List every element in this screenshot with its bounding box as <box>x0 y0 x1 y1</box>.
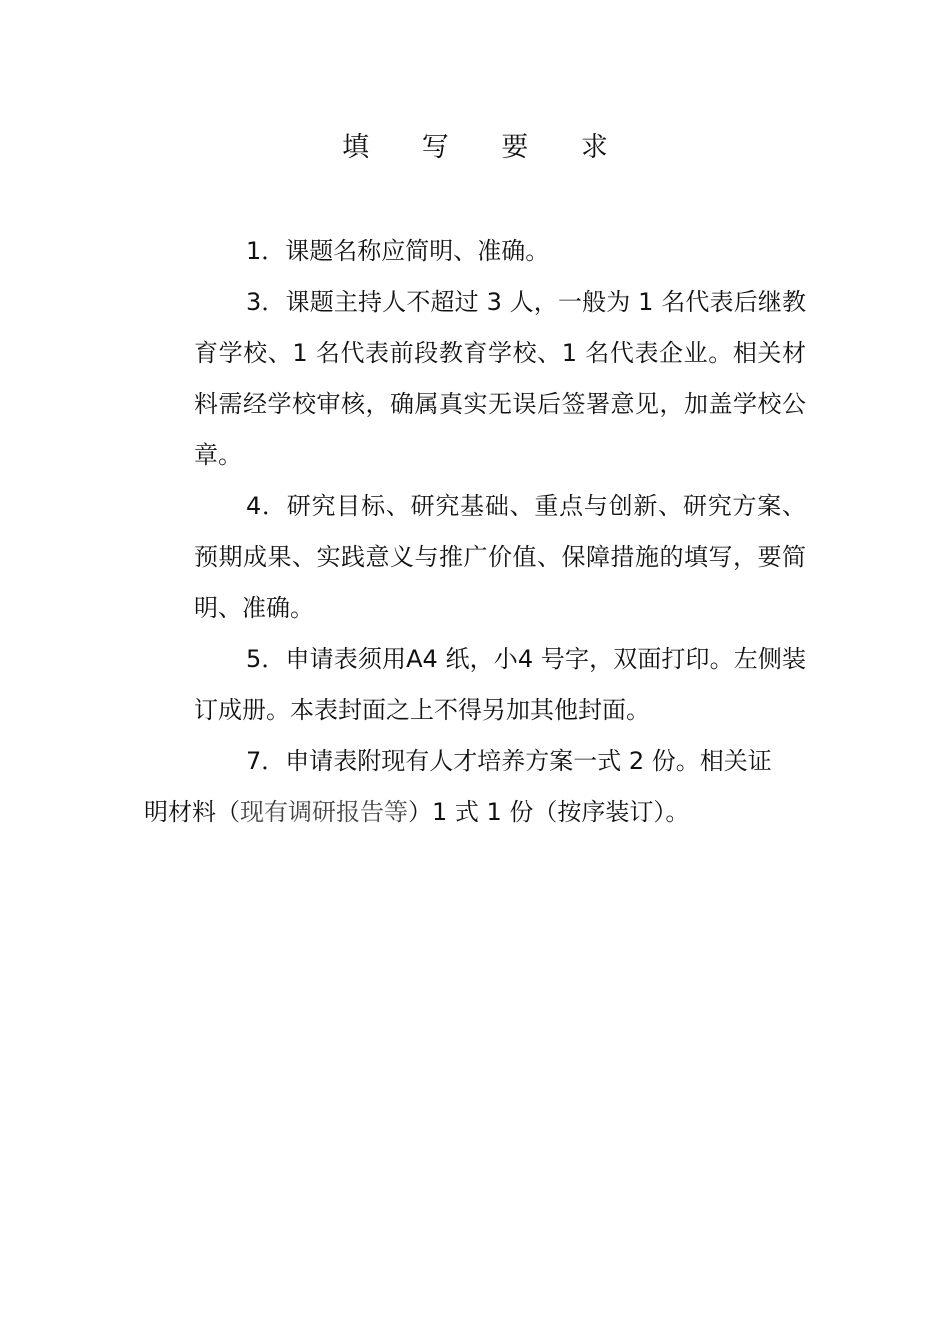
requirement-item-7-line1: 7．申请表附现有人才培养方案一式 2 份。相关证 <box>246 747 772 775</box>
requirement-item-7-note: 现有调研报告等 <box>240 798 408 826</box>
requirement-item-7-suffix: ）1 式 1 份（按序装订）。 <box>408 798 690 826</box>
requirement-item-5: 5．申请表须用A4 纸，小4 号字，双面打印。左侧装订成册。本表封面之上不得另加其他封面。 <box>194 645 806 724</box>
requirement-item-7-line2 <box>144 787 806 838</box>
requirement-item-1: 1．课题名称应简明、准确。 <box>246 237 550 265</box>
requirement-item-4: 4．研究目标、研究基础、重点与创新、研究方案、预期成果、实践意义与推广价值、保障措施的填写，要简明、准确。 <box>194 492 806 622</box>
requirement-item-7 <box>144 736 806 838</box>
requirement-item-3: 3．课题主持人不超过 3 人，一般为 1 名代表后继教育学校、1 名代表前段教育学校、1 名代表企业。相关材料需经学校审核，确属真实无误后签署意见，加盖学校公章。 <box>194 288 806 469</box>
requirement-item-7-prefix: 明材料（ <box>144 798 240 826</box>
page-title: 填 写 要 求 <box>342 132 630 163</box>
requirements-list <box>144 226 806 838</box>
